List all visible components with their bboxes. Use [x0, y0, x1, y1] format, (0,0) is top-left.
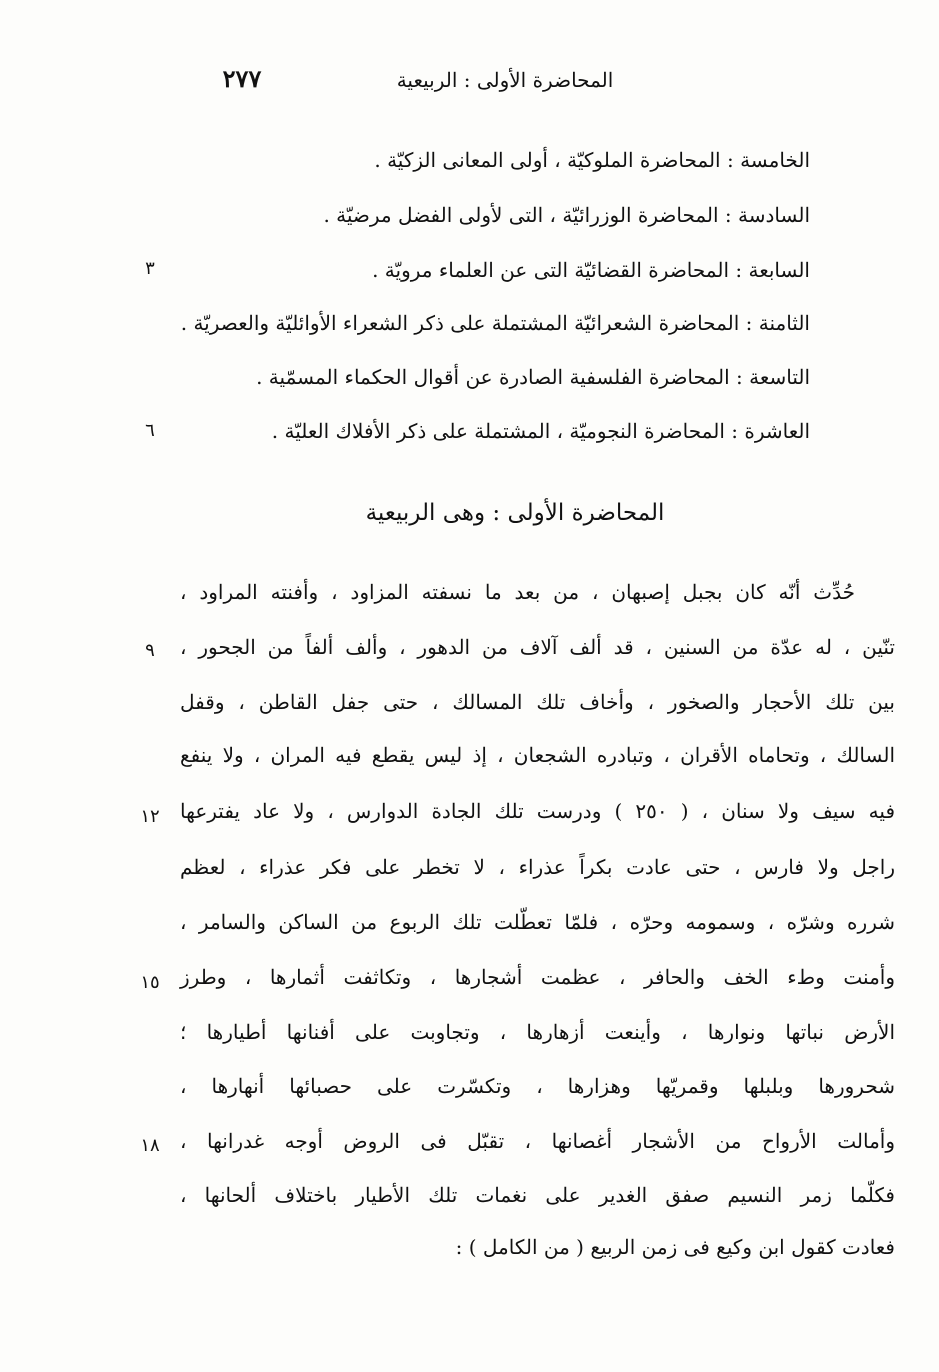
line-number: ٦ [145, 420, 155, 441]
line-number: ١٢ [140, 806, 160, 827]
text-line: وأمالت الأرواح من الأشجار أغصانها ، تقبّل فى الروض أوجه غدرانها ، [180, 1129, 895, 1153]
text-line: راجل ولا فارس ، حتى عادت بكراً عذراء ، لا تخطر على فكر عذراء ، لعظم [180, 855, 895, 879]
text-line: شحرورها وبلبلها وقمريّها وهزارها ، وتكسّرت على حصبائها أنهارها ، [180, 1074, 895, 1098]
list-item: التاسعة : المحاضرة الفلسفية الصادرة عن أقوال الحكماء المسمّية . [256, 365, 810, 389]
list-item: العاشرة : المحاضرة النجوميّة ، المشتملة على ذكر الأفلاك العليّة . [271, 419, 810, 443]
section-heading: المحاضرة الأولى : وهى الربيعية [365, 500, 665, 526]
text-line: وأمنت وطء الخف والحافر ، عظمت أشجارها ، وتكاثفت أثمارها ، وطرز [180, 965, 895, 989]
list-item: السابعة : المحاضرة القضائيّة التى عن العلماء مرويّة . [372, 258, 810, 282]
text-line: بين تلك الأحجار والصخور ، وأخاف تلك المسالك ، حتى جفل القاطن ، وقفل [180, 690, 895, 714]
line-number: ١٨ [140, 1135, 160, 1156]
line-number: ٣ [145, 258, 155, 279]
page-number: ٢٧٧ [222, 64, 262, 93]
line-number: ٩ [145, 640, 155, 661]
list-item: السادسة : المحاضرة الوزرائيّة ، التى لأولى الفضل مرضيّة . [323, 203, 810, 227]
text-line: الأرض نباتها ونوارها ، وأينعت أزهارها ، وتجاوبت على أفنانها أطيارها ؛ [180, 1020, 895, 1044]
list-item: الثامنة : المحاضرة الشعرائيّة المشتملة على ذكر الشعراء الأوائليّة والعصريّة . [180, 311, 810, 335]
running-title: المحاضرة الأولى : الربيعية [396, 68, 614, 92]
text-line: فعادت كقول ابن وكيع فى زمن الربيع ( من الكامل ) : [455, 1235, 895, 1259]
text-line: حُدِّث أنّه كان بجبل إصبهان ، من بعد ما نسفته المزاود ، وأفنته المراود ، [180, 580, 855, 604]
line-number: ١٥ [140, 972, 160, 993]
text-line: تنّين ، له عدّة من السنين ، قد ألف آلاف من الدهور ، وألف ألفاً من الجحور ، [180, 635, 895, 659]
text-line: فكلّما زمر النسيم صفق الغدير على نغمات تلك الأطيار باختلاف ألحانها ، [180, 1183, 895, 1207]
text-line: فيه سيف ولا سنان ، ( ٢٥٠ ) ودرست تلك الجادة الدوارس ، ولا عاد يفترعها [180, 799, 895, 823]
text-line: شرره وشرّه ، وسمومه وحرّه ، فلمّا تعطّلت تلك الربوع من الساكن والسامر ، [180, 910, 895, 934]
text-line: السالك ، وتحاماه الأقران ، وتبادره الشجعان ، إذ ليس يقطع فيه المران ، ولا ينفع [180, 743, 895, 767]
list-item: الخامسة : المحاضرة الملوكيّة ، أولى المعانى الزكيّة . [374, 148, 810, 172]
